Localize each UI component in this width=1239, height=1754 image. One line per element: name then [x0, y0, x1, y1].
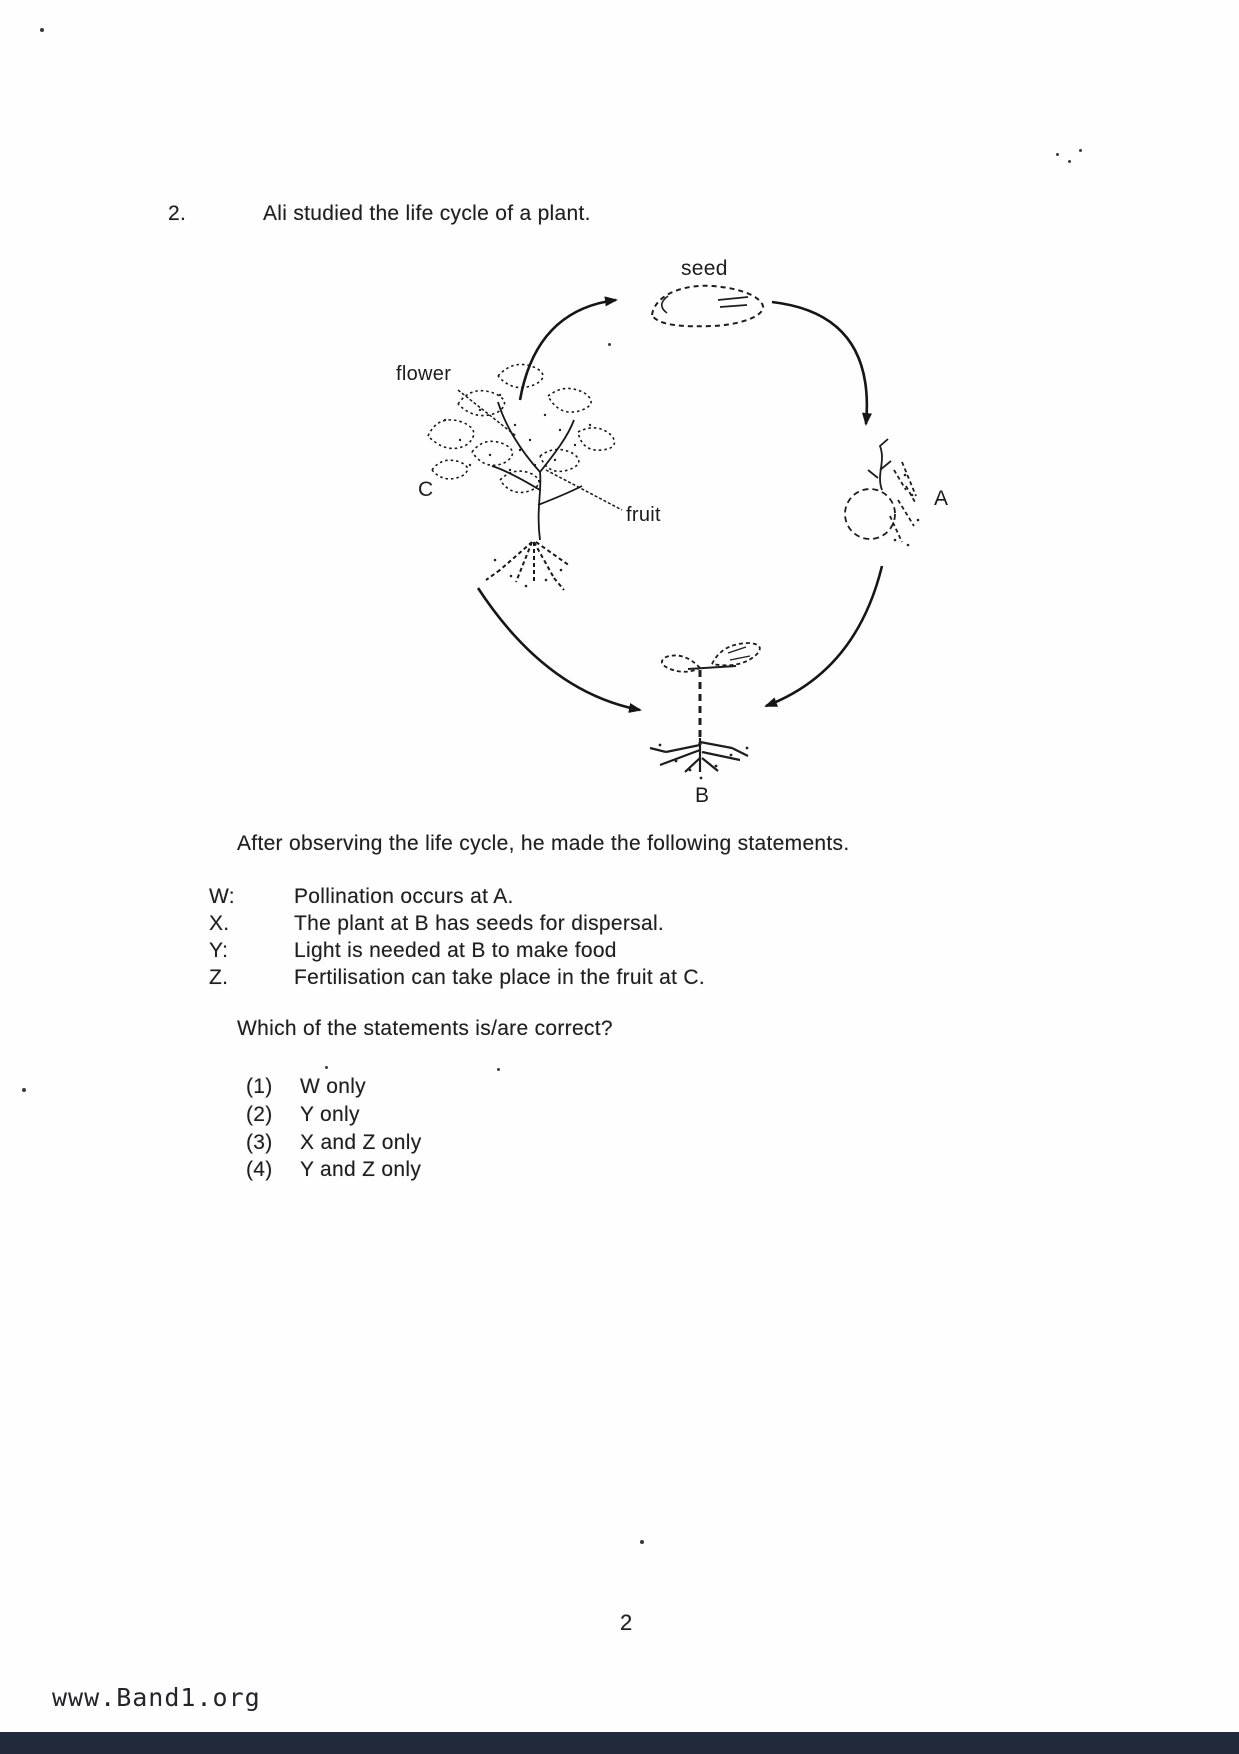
option-1-label: (1) — [246, 1075, 273, 1098]
life-cycle-diagram — [0, 0, 1239, 860]
seed-label: seed — [681, 257, 728, 280]
mature-plant-drawing — [428, 364, 622, 590]
option-1-text: W only — [300, 1075, 366, 1098]
seed-drawing — [652, 286, 763, 327]
stage-c-label: C — [418, 478, 434, 501]
scan-noise-dot — [640, 1540, 644, 1544]
statement-y-text: Light is needed at B to make food — [294, 939, 617, 962]
scan-noise-dot — [1056, 153, 1059, 156]
seed-inner-lines — [718, 297, 748, 307]
arrow-plant-to-b — [478, 588, 640, 710]
germinating-speckles — [894, 474, 920, 547]
scan-noise-dot — [1079, 149, 1082, 152]
stage-a-label: A — [934, 487, 949, 510]
scan-noise-dot — [608, 343, 611, 346]
statement-x-label: X. — [209, 912, 230, 935]
statement-z-text: Fertilisation can take place in the fruit at C. — [294, 966, 705, 989]
seedling-roots — [650, 738, 748, 772]
plant-roots — [486, 542, 570, 590]
flower-label: flower — [396, 363, 452, 385]
statement-w-label: W: — [209, 885, 235, 908]
seedling-node — [688, 666, 736, 669]
seedling-drawing — [650, 643, 760, 779]
statement-w-text: Pollination occurs at A. — [294, 885, 514, 908]
footer-url: www.Band1.org — [52, 1683, 261, 1712]
germinating-seed-drawing — [845, 439, 919, 546]
flower-leader-line — [458, 390, 516, 436]
scan-noise-dot — [22, 1088, 26, 1092]
option-3-text: X and Z only — [300, 1131, 422, 1154]
page-number: 2 — [620, 1610, 633, 1635]
scan-noise-dot — [497, 1068, 500, 1071]
seedling-right-leaf — [712, 643, 760, 665]
statement-x-text: The plant at B has seeds for dispersal. — [294, 912, 665, 935]
seedling-leaf-veins — [728, 647, 750, 660]
arrow-seed-to-a — [772, 302, 867, 424]
seed-outline — [652, 286, 763, 327]
option-3-label: (3) — [246, 1131, 273, 1154]
option-4-text: Y and Z only — [300, 1158, 422, 1181]
stage-b-label: B — [695, 784, 710, 807]
bottom-scan-bar — [0, 1732, 1239, 1754]
fruit-label: fruit — [626, 504, 661, 526]
question-prompt: Which of the statements is/are correct? — [237, 1017, 613, 1040]
scan-noise-dot — [40, 28, 44, 32]
arrow-plant-to-seed — [520, 300, 616, 400]
option-4-label: (4) — [246, 1158, 273, 1181]
statement-z-label: Z. — [209, 966, 229, 989]
germinating-roots — [890, 462, 916, 542]
question-number: 2. — [168, 202, 187, 225]
option-2-label: (2) — [246, 1103, 273, 1126]
germinating-seed-body — [845, 489, 895, 539]
scan-noise-dot — [325, 1066, 328, 1069]
question-text: Ali studied the life cycle of a plant. — [263, 202, 591, 225]
scan-noise-dot — [1068, 160, 1071, 163]
statement-y-label: Y: — [209, 939, 229, 962]
fruit-leader-line — [546, 470, 622, 510]
option-2-text: Y only — [300, 1103, 360, 1126]
plant-stems — [492, 402, 582, 540]
arrow-a-to-b — [766, 566, 882, 706]
plant-foliage — [428, 364, 614, 492]
statements-intro: After observing the life cycle, he made the following statements. — [237, 832, 850, 855]
